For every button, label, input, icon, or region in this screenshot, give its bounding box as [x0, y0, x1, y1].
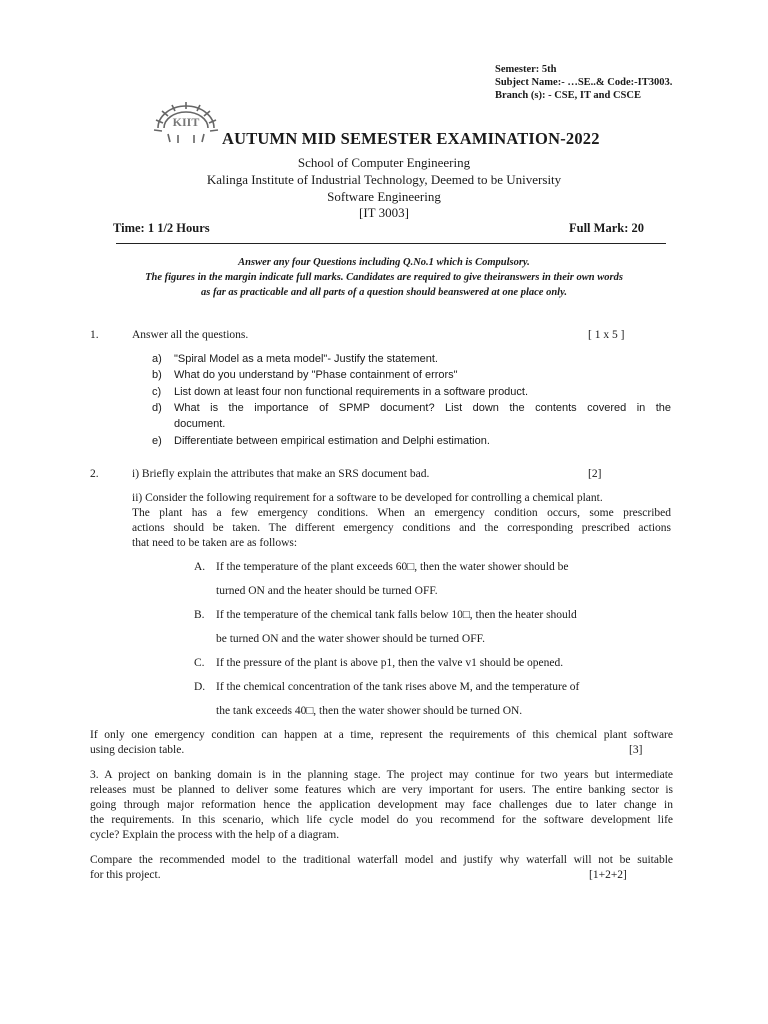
- condition-text: If the pressure of the plant is above p1, then the valve v1 should be opened.: [216, 657, 564, 669]
- condition-text: the tank exceeds 40□, then the water shower should be turned ON.: [216, 705, 523, 717]
- header-divider: [116, 243, 666, 244]
- q1-item-label: b): [152, 369, 162, 381]
- q2-part2-line: actions should be taken. The different emergency conditions and the corresponding prescribed actions: [132, 522, 671, 534]
- condition-label: A.: [194, 561, 206, 573]
- full-mark-label: Full Mark: 20: [569, 221, 644, 235]
- kiit-logo: [150, 98, 222, 146]
- subject-label: Subject Name:- …SE..& Code:-IT3003.: [495, 77, 673, 88]
- q2-closing-line: using decision table.: [90, 744, 185, 756]
- branch-label: Branch (s): - CSE, IT and CSCE: [495, 90, 641, 101]
- q3-line: the requirements. In this scenario, which life cycle model do you recommend for the software development life: [90, 814, 673, 826]
- condition-label: B.: [194, 609, 205, 621]
- q3-para2-line: Compare the recommended model to the traditional waterfall model and justify why waterfall will not be suitable: [90, 854, 673, 866]
- exam-title: AUTUMN MID SEMESTER EXAMINATION-2022: [222, 129, 600, 148]
- q1-text: Answer all the questions.: [132, 329, 249, 341]
- q3-line: 3. A project on banking domain is in the planning stage. The project may continue for two years but intermediate: [90, 769, 673, 781]
- q2-part2-line: ii) Consider the following requirement for a software to be developed for controlling a chemical plant.: [132, 492, 603, 504]
- q1-item-continuation: document.: [174, 418, 226, 430]
- q1-item-text: "Spiral Model as a meta model"- Justify the statement.: [174, 353, 438, 365]
- institute-name: Kalinga Institute of Industrial Technology, Deemed to be University: [206, 172, 562, 187]
- q3-para2-line: for this project.: [90, 869, 161, 881]
- q1-item-label: a): [152, 353, 162, 365]
- q1-item-text: What do you understand by "Phase containment of errors": [174, 369, 458, 381]
- semester-label: Semester: 5th: [495, 64, 557, 75]
- q1-marks: [ 1 x 5 ]: [588, 329, 625, 341]
- logo-text: KIIT: [172, 115, 200, 129]
- instruction-line-2: The figures in the margin indicate full marks. Candidates are required to give theiranswers in their own words: [145, 272, 623, 283]
- instruction-line-1: Answer any four Questions including Q.No.1 which is Compulsory.: [238, 257, 530, 268]
- q1-item-text: What is the importance of SPMP document? List down the contents covered in the: [174, 402, 671, 414]
- q3-line: going through major reformation hence the application development may face challenges due to later change in: [90, 799, 673, 811]
- time-label: Time: 1 1/2 Hours: [113, 221, 210, 235]
- condition-text: If the temperature of the chemical tank falls below 10□, then the heater should: [216, 609, 577, 621]
- q3-marks: [1+2+2]: [589, 869, 627, 881]
- q2-marks: [3]: [629, 744, 643, 756]
- condition-label: D.: [194, 681, 206, 693]
- q1-item-text: Differentiate between empirical estimation and Delphi estimation.: [174, 435, 490, 447]
- q1-item-label: c): [152, 386, 162, 398]
- course-code: [IT 3003]: [359, 205, 409, 220]
- q1-item-label: e): [152, 435, 162, 447]
- q2-number: 2.: [90, 468, 99, 480]
- q2-part1-marks: [2]: [588, 468, 602, 480]
- condition-text: If the temperature of the plant exceeds 60□, then the water shower should be: [216, 561, 569, 573]
- condition-label: C.: [194, 657, 205, 669]
- q2-part2-line: that need to be taken are as follows:: [132, 537, 298, 549]
- q3-line: cycle? Explain the process with the help of a diagram.: [90, 829, 340, 841]
- instruction-line-3: as far as practicable and all parts of a question should beanswered at one place only.: [201, 287, 567, 298]
- q1-number: 1.: [90, 329, 99, 341]
- q1-item-label: d): [152, 402, 162, 414]
- school-name: School of Computer Engineering: [297, 155, 471, 170]
- q3-line: releases must be planned to deliver some features which are very important for users. The entire banking sector is: [90, 784, 673, 796]
- condition-text: be turned ON and the water shower should be turned OFF.: [216, 633, 485, 645]
- condition-text: If the chemical concentration of the tank rises above M, and the temperature of: [216, 681, 580, 693]
- condition-text: turned ON and the heater should be turned OFF.: [216, 585, 438, 597]
- q1-item-text: List down at least four non functional requirements in a software product.: [174, 386, 529, 398]
- course-name: Software Engineering: [327, 189, 441, 204]
- q2-part1: i) Briefly explain the attributes that make an SRS document bad.: [132, 468, 430, 480]
- q2-closing-line: If only one emergency condition can happen at a time, represent the requirements of this chemical plant software: [90, 729, 673, 741]
- q2-part2-line: The plant has a few emergency conditions. When an emergency condition occurs, some prescribed: [132, 507, 671, 519]
